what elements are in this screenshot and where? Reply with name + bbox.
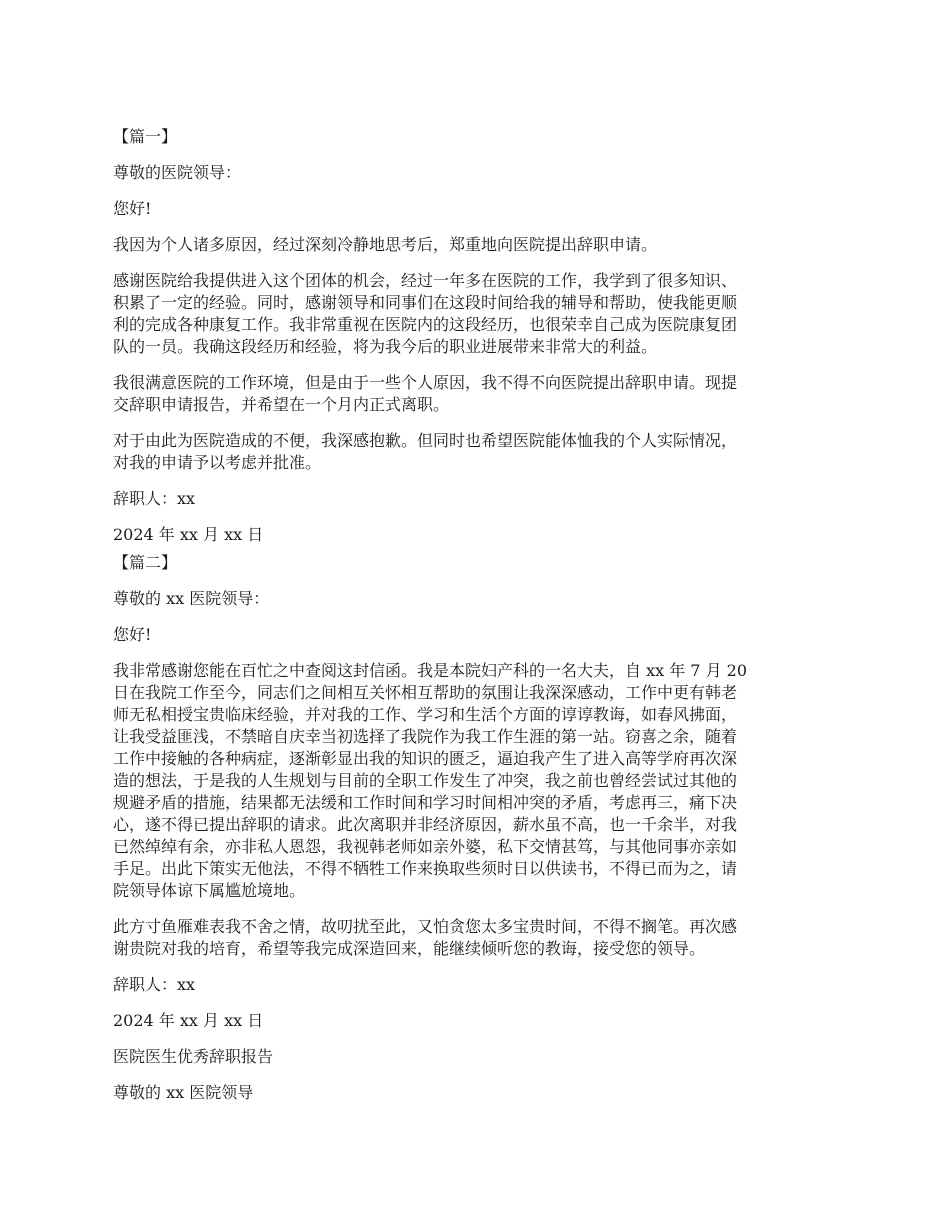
paragraph-1-4 [113, 430, 841, 474]
section-heading-2: 【篇二】 [113, 553, 178, 572]
paragraph-line: 工作中接触的各种病症，逐渐彰显出我的知识的匮乏，逼迫我产生了进入高等学府再次深 [113, 749, 738, 768]
paragraph-line: 我非常感谢您能在百忙之中查阅这封信函。我是本院妇产科的一名大夫，自 xx 年 7 月 20 [113, 661, 748, 680]
paragraph-line: 心，遂不得已提出辞职的请求。此次离职并非经济原因，薪水虽不高，也一千余半，对我 [113, 815, 738, 834]
paragraph-line: 师无私相授宝贵临床经验，并对我的工作、学习和生活个方面的谆谆教诲，如春风拂面， [113, 705, 738, 724]
signature-2: 辞职人：xx [113, 975, 196, 994]
paragraph-line: 利的完成各种康复工作。我非常重视在医院内的这段经历，也很荣幸自己成为医院康复团 [113, 315, 738, 334]
signature-1: 辞职人：xx [113, 489, 196, 508]
paragraph-2-2 [113, 916, 841, 960]
paragraph-1-1: 我因为个人诸多原因，经过深刻冷静地思考后，郑重地向医院提出辞职申请。 [113, 235, 658, 254]
paragraph-line: 谢贵院对我的培育，希望等我完成深造回来，能继续倾听您的教诲，接受您的领导。 [113, 939, 706, 958]
date-1: 2024 年 xx 月 xx 日 [113, 525, 264, 544]
document-page [113, 126, 841, 1104]
section-title-3: 医院医生优秀辞职报告 [113, 1047, 274, 1066]
paragraph-line: 造的想法，于是我的人生规划与目前的全职工作发生了冲突，我之前也曾经尝试过其他的 [113, 771, 738, 790]
greeting-2: 您好! [113, 625, 152, 644]
date-2: 2024 年 xx 月 xx 日 [113, 1011, 264, 1030]
section-heading-1: 【篇一】 [113, 127, 178, 146]
paragraph-line: 我很满意医院的工作环境，但是由于一些个人原因，我不得不向医院提出辞职申请。现提 [113, 373, 738, 392]
paragraph-line: 积累了一定的经验。同时，感谢领导和同事们在这段时间给我的辅导和帮助，使我能更顺 [113, 293, 738, 312]
paragraph-line: 对于由此为医院造成的不便，我深感抱歉。但同时也希望医院能体恤我的个人实际情况， [113, 431, 738, 450]
paragraph-line: 规避矛盾的措施，结果都无法缓和工作时间和学习时间相冲突的矛盾，考虑再三，痛下决 [113, 793, 738, 812]
paragraph-line: 交辞职申请报告，并希望在一个月内正式离职。 [113, 395, 450, 414]
paragraph-line: 感谢医院给我提供进入这个团体的机会，经过一年多在医院的工作，我学到了很多知识、 [113, 271, 738, 290]
paragraph-line: 让我受益匪浅，不禁暗自庆幸当初选择了我院作为我工作生涯的第一站。窃喜之余，随着 [113, 727, 738, 746]
paragraph-2-1 [113, 660, 841, 902]
paragraph-line: 已然绰绰有余，亦非私人恩怨，我视韩老师如亲外婆，私下交情甚笃，与其他同事亦亲如 [113, 837, 738, 856]
greeting-1: 您好! [113, 199, 152, 218]
paragraph-line: 院领导体谅下属尴尬境地。 [113, 881, 306, 900]
salutation-1: 尊敬的医院领导： [113, 163, 242, 182]
paragraph-1-2 [113, 270, 841, 358]
paragraph-line: 此方寸鱼雁难表我不舍之情，故叨扰至此，又怕贪您太多宝贵时间，不得不搁笔。再次感 [113, 917, 738, 936]
paragraph-line: 手足。出此下策实无他法，不得不牺牲工作来换取些须时日以供读书，不得已而为之，请 [113, 859, 738, 878]
paragraph-line: 对我的申请予以考虑并批准。 [113, 453, 322, 472]
paragraph-line: 日在我院工作至今，同志们之间相互关怀相互帮助的氛围让我深深感动，工作中更有韩老 [113, 683, 738, 702]
paragraph-1-3 [113, 372, 841, 416]
paragraph-line: 队的一员。我确这段经历和经验，将为我今后的职业进展带来非常大的利益。 [113, 337, 658, 356]
salutation-3: 尊敬的 xx 医院领导 [113, 1083, 254, 1102]
salutation-2: 尊敬的 xx 医院领导： [113, 589, 270, 608]
